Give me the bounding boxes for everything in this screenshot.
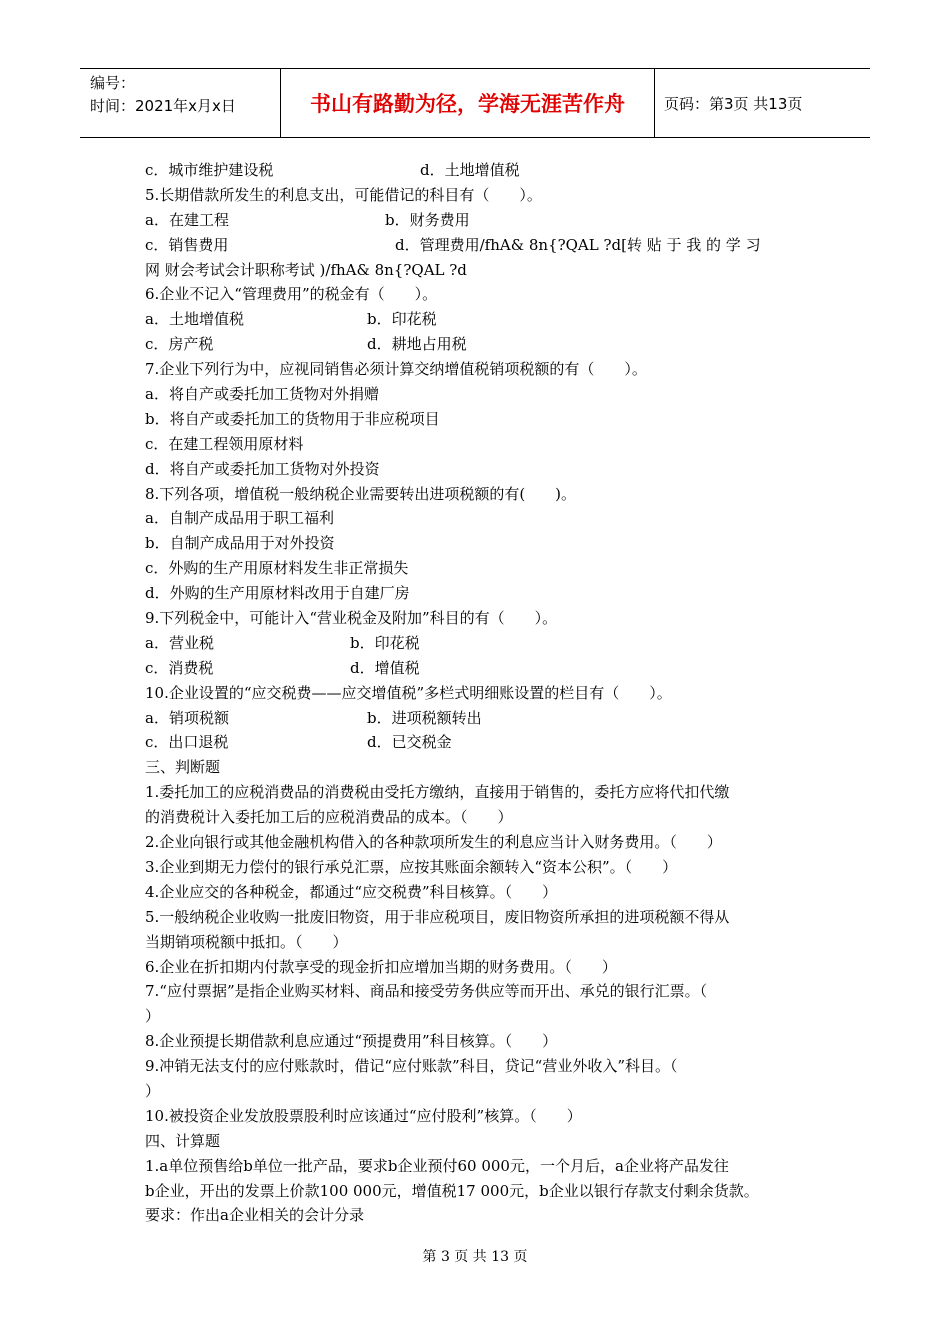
option: a．营业税 [145,633,214,652]
question-text: ） [145,1007,161,1026]
option: c．在建工程领用原材料 [145,434,304,453]
option: d．耕地占用税 [367,335,467,354]
option: a．将自产或委托加工货物对外捐赠 [145,385,379,404]
option-row [145,631,805,656]
option: b．印花税 [350,633,420,652]
option: b．财务费用 [385,210,470,229]
doc-number-label: 编号： [90,74,136,92]
question-text: 10.企业设置的“应交税费——应交增值税”多栏式明细账设置的栏目有（ ）。 [145,683,672,702]
option: d．将自产或委托加工货物对外投资 [145,459,380,478]
option: b．进项税额转出 [367,708,482,727]
text-line: 网 财会考试会计职称考试 )/fhA& 8n{?QAL ?d [145,260,467,279]
question-text: 8.企业预提长期借款利息应通过“预提费用”科目核算。（ ） [145,1032,558,1051]
header-page-number: 页码：第3页 共13页 [664,94,803,113]
question-text: 的消费税计入委托加工后的应税消费品的成本。（ ） [145,808,513,827]
option: a．在建工程 [145,210,229,229]
option-row [145,233,805,258]
question-text: 6.企业不记入“管理费用”的税金有（ ）。 [145,285,438,304]
question-text: 1.a单位预售给b单位一批产品，要求b企业预付60 000元，一个月后，a企业将产品发往 [145,1156,729,1175]
option-row [145,208,805,233]
question-text: 4.企业应交的各种税金，都通过“应交税费”科目核算。（ ） [145,882,558,901]
document-body [145,158,805,1228]
question-text: 8.下列各项，增值税一般纳税企业需要转出进项税额的有( )。 [145,484,577,503]
question-text: 当期销项税额中抵扣。（ ） [145,932,348,951]
option: b．印花税 [367,310,437,329]
question-text: 9.下列税金中，可能计入“营业税金及附加”科目的有（ ）。 [145,609,558,628]
option: b．自制产成品用于对外投资 [145,534,335,553]
option-row [145,706,805,731]
question-text: 要求：作出a企业相关的会计分录 [145,1206,364,1225]
section-heading: 三、判断题 [145,758,221,777]
doc-time-label: 时间：2021年x月x日 [90,97,236,115]
section-heading: 四、计算题 [145,1131,221,1150]
document-header [80,68,870,138]
option: d．增值税 [350,658,420,677]
option: b．将自产或委托加工的货物用于非应税项目 [145,409,440,428]
option-row [145,730,805,755]
question-text: 10.被投资企业发放股票股利时应该通过“应付股利”核算。（ ） [145,1106,582,1125]
option: d．外购的生产用原材料改用于自建厂房 [145,584,410,603]
question-text: b企业，开出的发票上价款100 000元，增值税17 000元，b企业以银行存款支付剩余货款。 [145,1181,759,1200]
option: c．房产税 [145,335,214,354]
question-text: 5.一般纳税企业收购一批废旧物资，用于非应税项目，废旧物资所承担的进项税额不得从 [145,907,730,926]
option: d．土地增值税 [420,161,520,179]
question-text: 6.企业在折扣期内付款享受的现金折扣应增加当期的财务费用。（ ） [145,957,617,976]
question-text: 9.冲销无法支付的应付账款时，借记“应付账款”科目，贷记“营业外收入”科目。（ [145,1057,678,1076]
option-row [145,158,805,183]
option: c．消费税 [145,658,214,677]
option-row [145,307,805,332]
option: c．销售费用 [145,235,229,254]
option: a．销项税额 [145,708,229,727]
option-row [145,656,805,681]
question-text: 1.委托加工的应税消费品的消费税由受托方缴纳，直接用于销售的，委托方应将代扣代缴 [145,783,730,802]
option: c．城市维护建设税 [145,161,274,179]
question-text: 2.企业向银行或其他金融机构借入的各种款项所发生的利息应当计入财务费用。（ ） [145,833,722,852]
question-text: 5.长期借款所发生的利息支出，可能借记的科目有（ ）。 [145,185,542,204]
option: d．管理费用/fhA& 8n{?QAL ?d[转 贴 于 我 的 学 习 [395,235,761,254]
option: a．自制产成品用于职工福利 [145,509,334,528]
option: c．出口退税 [145,733,229,752]
question-text: 3.企业到期无力偿付的银行承兑汇票，应按其账面余额转入“资本公积”。（ ） [145,857,678,876]
header-motto: 书山有路勤为径，学海无涯苦作舟 [281,69,655,137]
header-meta [80,69,281,137]
option: d．已交税金 [367,733,452,752]
question-text: 7.“应付票据”是指企业购买材料、商品和接受劳务供应等而开出、承兑的银行汇票。（ [145,982,708,1001]
option: a．土地增值税 [145,310,244,329]
option: c．外购的生产用原材料发生非正常损失 [145,559,409,578]
question-text: ） [145,1081,161,1100]
page-footer: 第 3 页 共 13 页 [422,1249,528,1265]
option-row [145,332,805,357]
question-text: 7.企业下列行为中，应视同销售必须计算交纳增值税销项税额的有（ ）。 [145,360,647,379]
